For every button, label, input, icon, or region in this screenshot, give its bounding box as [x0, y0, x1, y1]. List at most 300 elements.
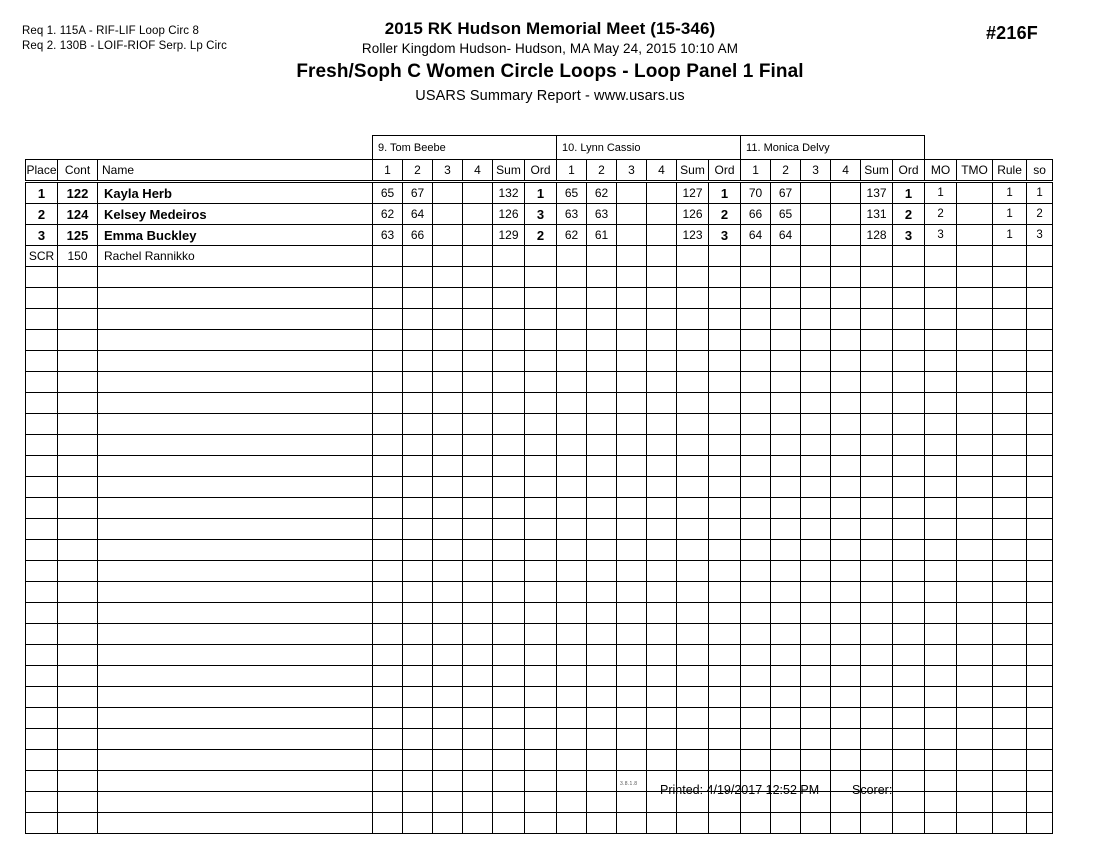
col-header-j3-ord: Ord: [893, 160, 925, 182]
table-row: [26, 204, 1053, 225]
cell-j3-sum: [861, 498, 893, 519]
cell-j3-ord: [893, 813, 925, 834]
cell-tmo: [957, 225, 993, 246]
cell-j1-ord: [525, 561, 557, 582]
cell-j1-sum: [493, 351, 525, 372]
version-stamp: 3.8.1.8: [620, 781, 638, 787]
cell-j3-ord: [893, 267, 925, 288]
cell-j3-e3: [801, 288, 831, 309]
cell-j3-e2: [771, 603, 801, 624]
cell-j2-e4: [647, 456, 677, 477]
cell-j3-e2: [771, 456, 801, 477]
cell-j1-e1: [373, 435, 403, 456]
cell-j1-ord: [525, 813, 557, 834]
cell-j1-ord: [525, 372, 557, 393]
cell-j1-e3: [433, 813, 463, 834]
cell-j1-ord: [525, 708, 557, 729]
cell-j2-e4: [647, 477, 677, 498]
cell-j3-sum: 137: [861, 182, 893, 204]
cell-j1-e1: [373, 498, 403, 519]
cell-j2-e3: [617, 477, 647, 498]
cell-j1-e4: [463, 330, 493, 351]
cell-so: [1027, 813, 1053, 834]
cell-j3-ord: 3: [893, 225, 925, 246]
cell-so: [1027, 351, 1053, 372]
cell-j2-e1: [557, 498, 587, 519]
cell-place: [26, 603, 58, 624]
cell-contestant-number: [58, 435, 98, 456]
cell-j1-e4: [463, 582, 493, 603]
cell-mo: [925, 477, 957, 498]
cell-contestant-number: [58, 309, 98, 330]
cell-j1-sum: [493, 645, 525, 666]
cell-mo: [925, 645, 957, 666]
cell-so: [1027, 330, 1053, 351]
cell-tmo: [957, 540, 993, 561]
cell-j3-e2: [771, 246, 801, 267]
cell-j3-e3: [801, 729, 831, 750]
cell-skater-name: [98, 456, 373, 477]
cell-j2-e3: [617, 225, 647, 246]
cell-j2-sum: [677, 813, 709, 834]
cell-j1-e2: 66: [403, 225, 433, 246]
cell-j3-e1: [741, 666, 771, 687]
cell-j2-e2: [587, 582, 617, 603]
cell-j3-e2: [771, 729, 801, 750]
cell-rule: [993, 309, 1027, 330]
cell-j1-e1: [373, 330, 403, 351]
cell-j1-e4: [463, 540, 493, 561]
cell-j2-sum: [677, 393, 709, 414]
cell-j3-ord: [893, 645, 925, 666]
table-row-blank: [26, 708, 1053, 729]
judge-band-row: [26, 136, 1053, 160]
cell-skater-name: [98, 645, 373, 666]
cell-j1-e2: [403, 456, 433, 477]
cell-place: [26, 435, 58, 456]
table-row-blank: [26, 477, 1053, 498]
cell-mo: [925, 708, 957, 729]
cell-skater-name: [98, 729, 373, 750]
cell-rule: [993, 582, 1027, 603]
cell-j1-e2: [403, 813, 433, 834]
cell-j1-e4: [463, 351, 493, 372]
cell-j1-e3: [433, 330, 463, 351]
cell-so: [1027, 372, 1053, 393]
judge-header-3: 11. Monica Delvy: [741, 136, 925, 160]
cell-j1-e1: [373, 813, 403, 834]
cell-j1-e1: [373, 540, 403, 561]
cell-j1-e4: [463, 519, 493, 540]
cell-j1-sum: [493, 540, 525, 561]
cell-j2-e4: [647, 687, 677, 708]
cell-mo: 1: [925, 182, 957, 204]
cell-j2-e2: [587, 750, 617, 771]
cell-j3-e3: [801, 267, 831, 288]
cell-contestant-number: [58, 519, 98, 540]
cell-j1-e1: [373, 603, 403, 624]
cell-j2-e1: 63: [557, 204, 587, 225]
cell-j1-e4: [463, 750, 493, 771]
cell-j3-sum: [861, 729, 893, 750]
cell-place: [26, 414, 58, 435]
cell-j3-e4: [831, 456, 861, 477]
cell-j1-ord: 3: [525, 204, 557, 225]
col-header-j1-e2: 2: [403, 160, 433, 182]
cell-j1-e1: [373, 309, 403, 330]
cell-tmo: [957, 288, 993, 309]
cell-j3-e1: [741, 603, 771, 624]
cell-rule: [993, 540, 1027, 561]
col-header-tmo: TMO: [957, 160, 993, 182]
cell-j2-sum: [677, 624, 709, 645]
cell-j2-e3: [617, 582, 647, 603]
cell-rule: [993, 393, 1027, 414]
cell-contestant-number: [58, 414, 98, 435]
cell-j1-ord: [525, 288, 557, 309]
cell-j2-ord: [709, 498, 741, 519]
cell-j1-e2: [403, 687, 433, 708]
cell-j3-e4: [831, 393, 861, 414]
cell-j2-e4: [647, 414, 677, 435]
cell-skater-name: [98, 666, 373, 687]
cell-j2-e2: [587, 477, 617, 498]
cell-j3-e1: [741, 687, 771, 708]
cell-rule: 1: [993, 225, 1027, 246]
cell-j1-e4: [463, 561, 493, 582]
cell-j2-e2: [587, 414, 617, 435]
cell-j1-e4: [463, 288, 493, 309]
table-row-blank: [26, 813, 1053, 834]
cell-mo: [925, 351, 957, 372]
cell-j3-e3: [801, 351, 831, 372]
cell-j1-e4: [463, 666, 493, 687]
cell-j2-sum: [677, 288, 709, 309]
cell-j1-ord: [525, 519, 557, 540]
cell-so: [1027, 582, 1053, 603]
table-row-blank: [26, 666, 1053, 687]
cell-contestant-number: 150: [58, 246, 98, 267]
cell-mo: [925, 372, 957, 393]
cell-rule: [993, 687, 1027, 708]
cell-j3-e3: [801, 645, 831, 666]
cell-j2-e4: [647, 729, 677, 750]
table-row-blank: [26, 519, 1053, 540]
cell-j1-e4: [463, 225, 493, 246]
cell-tmo: [957, 267, 993, 288]
cell-j3-ord: [893, 561, 925, 582]
cell-j1-ord: [525, 456, 557, 477]
judge-header-1: 9. Tom Beebe: [373, 136, 557, 160]
cell-j3-ord: [893, 666, 925, 687]
cell-j1-ord: [525, 477, 557, 498]
cell-j1-e2: [403, 603, 433, 624]
cell-place: 1: [26, 182, 58, 204]
cell-j1-e1: [373, 708, 403, 729]
cell-contestant-number: [58, 540, 98, 561]
cell-j1-e2: [403, 729, 433, 750]
table-row-blank: [26, 750, 1053, 771]
cell-j1-e1: [373, 477, 403, 498]
cell-j2-e4: [647, 225, 677, 246]
cell-j3-ord: [893, 477, 925, 498]
judge-header-2: 10. Lynn Cassio: [557, 136, 741, 160]
cell-j2-sum: [677, 456, 709, 477]
cell-rule: [993, 561, 1027, 582]
cell-so: [1027, 561, 1053, 582]
cell-j1-ord: [525, 498, 557, 519]
cell-j1-e2: [403, 498, 433, 519]
cell-contestant-number: [58, 813, 98, 834]
cell-j2-e1: [557, 393, 587, 414]
cell-j1-e1: [373, 624, 403, 645]
cell-j3-e3: [801, 603, 831, 624]
cell-j2-ord: [709, 561, 741, 582]
col-header-j2-e2: 2: [587, 160, 617, 182]
cell-j1-e1: [373, 414, 403, 435]
cell-place: 2: [26, 204, 58, 225]
table-row-blank: [26, 351, 1053, 372]
cell-mo: [925, 435, 957, 456]
cell-j3-ord: 1: [893, 182, 925, 204]
cell-tmo: [957, 624, 993, 645]
cell-j3-e3: [801, 225, 831, 246]
cell-j1-e1: [373, 666, 403, 687]
cell-j1-e4: [463, 182, 493, 204]
cell-j2-e2: [587, 288, 617, 309]
cell-j1-e1: [373, 351, 403, 372]
cell-j3-ord: [893, 372, 925, 393]
cell-j2-e2: [587, 666, 617, 687]
cell-j3-sum: [861, 624, 893, 645]
cell-j1-e2: [403, 351, 433, 372]
cell-j2-sum: [677, 309, 709, 330]
cell-j3-e1: [741, 267, 771, 288]
cell-rule: [993, 330, 1027, 351]
col-header-j2-sum: Sum: [677, 160, 709, 182]
cell-j3-e3: [801, 540, 831, 561]
cell-j1-e3: [433, 267, 463, 288]
cell-rule: [993, 729, 1027, 750]
cell-j1-e1: [373, 582, 403, 603]
event-title: Fresh/Soph C Women Circle Loops - Loop Panel 1 Final: [296, 61, 804, 82]
cell-j3-e2: [771, 372, 801, 393]
cell-so: 2: [1027, 204, 1053, 225]
cell-so: [1027, 393, 1053, 414]
cell-j1-e2: [403, 372, 433, 393]
cell-j3-sum: [861, 750, 893, 771]
cell-j3-sum: [861, 666, 893, 687]
cell-j3-e2: [771, 498, 801, 519]
cell-j2-e3: [617, 288, 647, 309]
cell-tmo: [957, 435, 993, 456]
cell-j2-e4: [647, 519, 677, 540]
cell-skater-name: [98, 540, 373, 561]
cell-place: [26, 309, 58, 330]
cell-j3-ord: [893, 393, 925, 414]
cell-j3-ord: [893, 309, 925, 330]
cell-contestant-number: [58, 393, 98, 414]
cell-so: [1027, 645, 1053, 666]
cell-j1-sum: [493, 246, 525, 267]
cell-skater-name: [98, 624, 373, 645]
cell-j3-e2: [771, 519, 801, 540]
cell-skater-name: Kayla Herb: [98, 182, 373, 204]
cell-j1-sum: [493, 729, 525, 750]
cell-rule: [993, 603, 1027, 624]
cell-j3-e2: [771, 351, 801, 372]
cell-contestant-number: [58, 708, 98, 729]
cell-j2-sum: [677, 603, 709, 624]
cell-rule: [993, 246, 1027, 267]
cell-j3-e4: [831, 246, 861, 267]
cell-j2-e1: [557, 309, 587, 330]
cell-rule: [993, 267, 1027, 288]
cell-j2-e2: [587, 603, 617, 624]
cell-tmo: [957, 393, 993, 414]
cell-j2-e3: [617, 603, 647, 624]
cell-j2-e1: [557, 645, 587, 666]
cell-skater-name: [98, 561, 373, 582]
cell-j3-e1: [741, 708, 771, 729]
cell-j1-e4: [463, 435, 493, 456]
cell-j2-e1: 62: [557, 225, 587, 246]
cell-j3-e2: [771, 288, 801, 309]
cell-tmo: [957, 561, 993, 582]
cell-skater-name: [98, 372, 373, 393]
cell-j2-e1: [557, 750, 587, 771]
cell-j1-e4: [463, 813, 493, 834]
cell-j1-e3: [433, 519, 463, 540]
cell-j2-ord: [709, 750, 741, 771]
cell-j1-e3: [433, 351, 463, 372]
cell-j1-e3: [433, 624, 463, 645]
col-header-j2-ord: Ord: [709, 160, 741, 182]
cell-j1-e1: [373, 267, 403, 288]
cell-j1-e3: [433, 666, 463, 687]
cell-j3-sum: [861, 561, 893, 582]
cell-j2-e2: [587, 519, 617, 540]
cell-j3-e3: [801, 309, 831, 330]
cell-j3-e4: [831, 225, 861, 246]
cell-contestant-number: [58, 456, 98, 477]
cell-j1-ord: [525, 582, 557, 603]
col-header-j1-e3: 3: [433, 160, 463, 182]
cell-place: [26, 561, 58, 582]
cell-j2-e3: [617, 561, 647, 582]
cell-j2-ord: [709, 288, 741, 309]
table-row-blank: [26, 729, 1053, 750]
venue-date-line: Roller Kingdom Hudson- Hudson, MA May 24, 2015 10:10 AM: [361, 41, 739, 56]
cell-j1-ord: [525, 540, 557, 561]
cell-j2-e1: [557, 519, 587, 540]
cell-j1-e3: [433, 309, 463, 330]
cell-j2-e4: [647, 813, 677, 834]
cell-j1-sum: 132: [493, 182, 525, 204]
cell-j3-e4: [831, 624, 861, 645]
cell-place: [26, 666, 58, 687]
cell-mo: [925, 729, 957, 750]
cell-j1-e2: [403, 540, 433, 561]
cell-j3-e2: [771, 582, 801, 603]
cell-j1-e2: [403, 477, 433, 498]
cell-j2-ord: [709, 372, 741, 393]
cell-j3-ord: [893, 708, 925, 729]
cell-j2-e3: [617, 456, 647, 477]
cell-j3-e2: [771, 687, 801, 708]
cell-j3-e2: [771, 561, 801, 582]
cell-so: [1027, 540, 1053, 561]
cell-j1-e3: [433, 750, 463, 771]
cell-j3-sum: [861, 351, 893, 372]
cell-place: [26, 519, 58, 540]
cell-j1-e4: [463, 204, 493, 225]
cell-j1-e2: [403, 267, 433, 288]
cell-j2-e3: [617, 624, 647, 645]
cell-j1-e3: [433, 246, 463, 267]
cell-contestant-number: [58, 645, 98, 666]
cell-so: [1027, 624, 1053, 645]
cell-j2-ord: [709, 330, 741, 351]
cell-j3-ord: [893, 498, 925, 519]
cell-j2-e4: [647, 435, 677, 456]
cell-so: [1027, 288, 1053, 309]
cell-j3-e3: [801, 666, 831, 687]
cell-mo: [925, 519, 957, 540]
cell-j3-e2: [771, 750, 801, 771]
cell-j2-e2: [587, 729, 617, 750]
cell-tmo: [957, 708, 993, 729]
cell-skater-name: Rachel Rannikko: [98, 246, 373, 267]
cell-mo: [925, 330, 957, 351]
cell-j3-e3: [801, 561, 831, 582]
cell-tmo: [957, 456, 993, 477]
cell-skater-name: Emma Buckley: [98, 225, 373, 246]
cell-j1-e2: [403, 645, 433, 666]
cell-j3-e3: [801, 330, 831, 351]
cell-contestant-number: [58, 351, 98, 372]
cell-j3-e1: [741, 351, 771, 372]
cell-j3-e2: [771, 330, 801, 351]
cell-j2-e3: [617, 182, 647, 204]
cell-skater-name: [98, 414, 373, 435]
cell-j2-e2: [587, 561, 617, 582]
cell-j3-sum: [861, 603, 893, 624]
cell-j1-e3: [433, 225, 463, 246]
cell-j2-e4: [647, 624, 677, 645]
cell-j3-e1: [741, 498, 771, 519]
cell-j2-e2: [587, 540, 617, 561]
cell-j1-e4: [463, 309, 493, 330]
cell-j2-ord: [709, 729, 741, 750]
cell-j2-sum: [677, 477, 709, 498]
cell-j2-sum: [677, 498, 709, 519]
cell-j3-e1: [741, 435, 771, 456]
cell-j2-ord: [709, 687, 741, 708]
cell-rule: [993, 750, 1027, 771]
cell-j3-sum: [861, 267, 893, 288]
cell-place: [26, 456, 58, 477]
cell-j1-e2: [403, 288, 433, 309]
cell-j2-e1: [557, 246, 587, 267]
col-header-j2-e4: 4: [647, 160, 677, 182]
cell-j2-e1: [557, 561, 587, 582]
cell-j3-sum: [861, 288, 893, 309]
cell-j2-sum: 126: [677, 204, 709, 225]
cell-j1-e2: [403, 435, 433, 456]
cell-skater-name: [98, 393, 373, 414]
cell-j3-sum: [861, 582, 893, 603]
